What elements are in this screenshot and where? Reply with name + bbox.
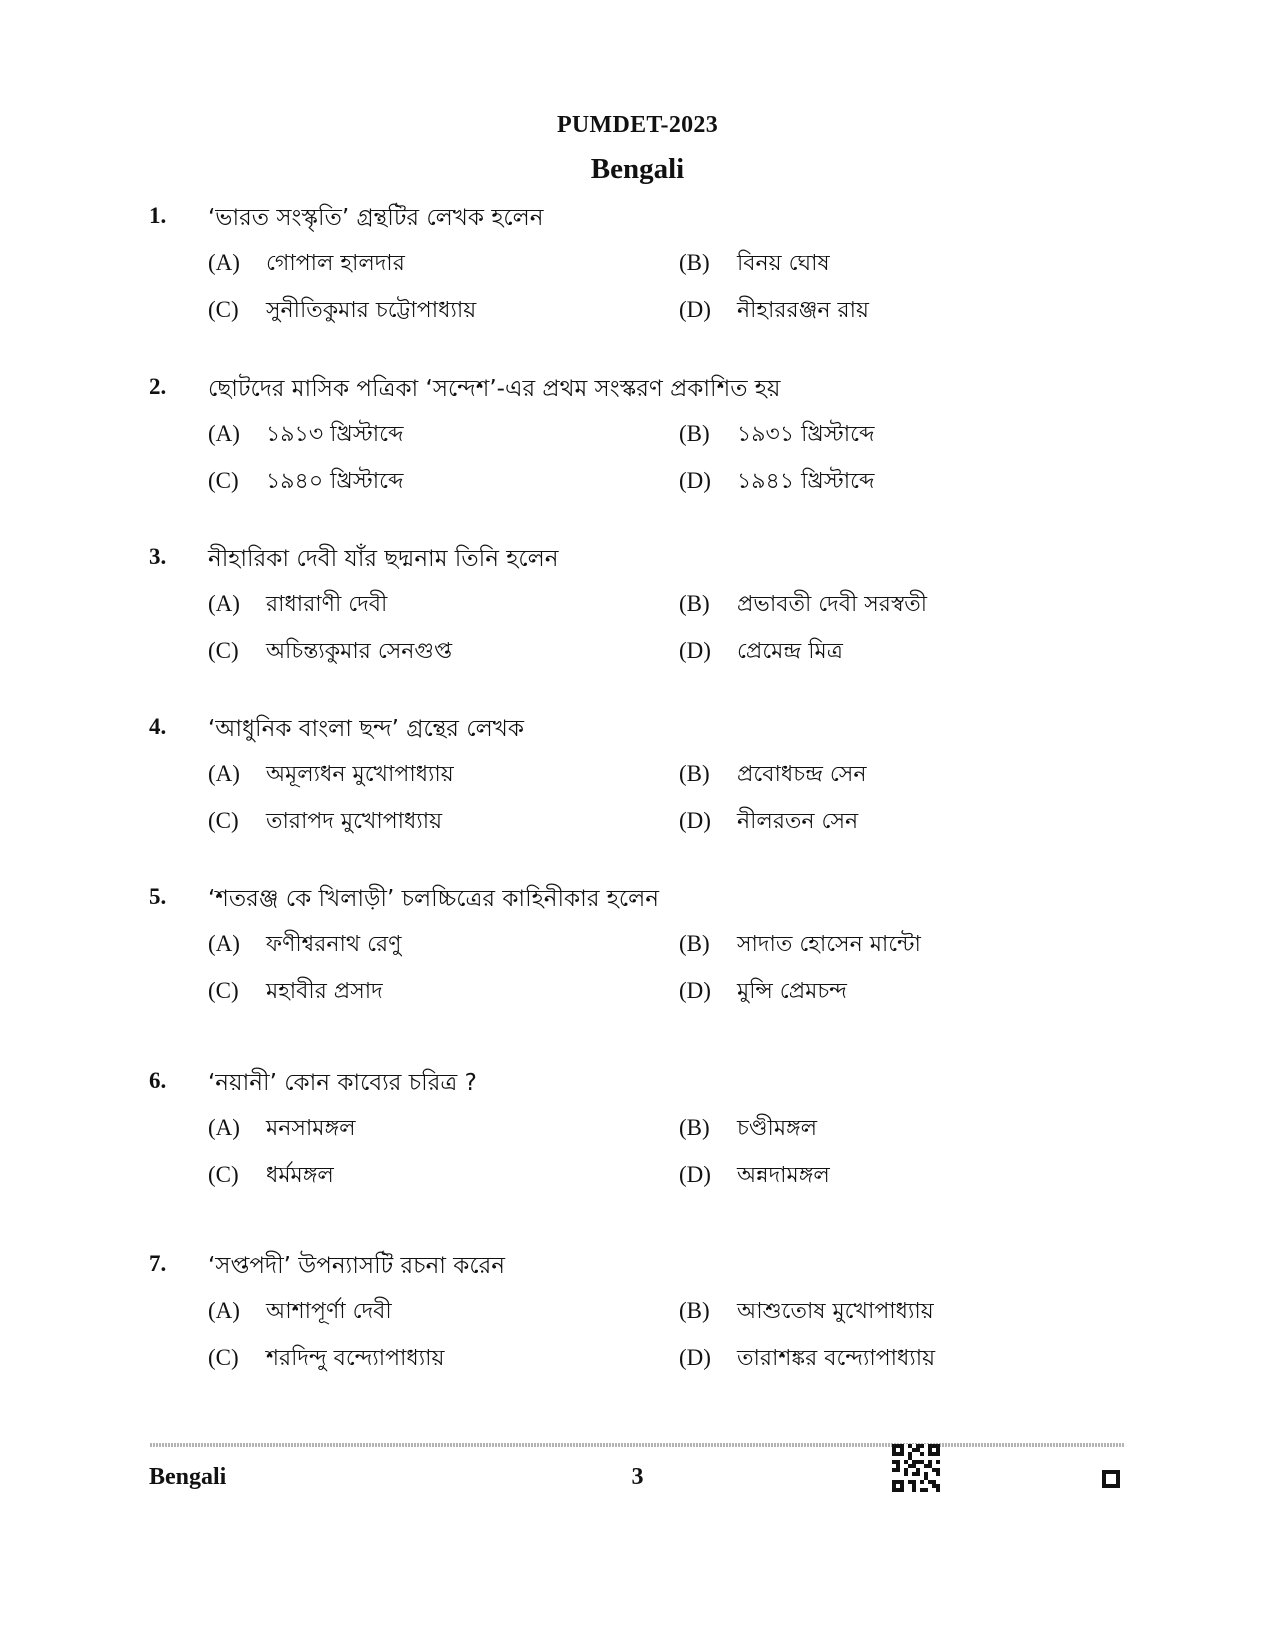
question-text: ‘ভারত সংস্কৃতি’ গ্রন্থটির লেখক হলেন xyxy=(208,205,544,231)
option-text: ১৯৩১ খ্রিস্টাব্দে xyxy=(737,422,875,447)
option-label: (B) xyxy=(679,931,710,956)
option-text: নীহাররঞ্জন রায় xyxy=(737,298,869,323)
option-label: (B) xyxy=(679,421,710,446)
option-c xyxy=(208,804,442,838)
confidential-strip xyxy=(150,1443,1125,1447)
option-text: গোপাল হালদার xyxy=(266,251,405,276)
option-label: (C) xyxy=(208,978,239,1003)
option-text: আশাপূর্ণা দেবী xyxy=(266,1299,392,1324)
option-label: (C) xyxy=(208,297,239,322)
option-label: (D) xyxy=(679,1345,711,1370)
option-label: (A) xyxy=(208,761,240,786)
question-text: ‘শতরঞ্জ কে খিলাড়ী’ চলচ্চিত্রের কাহিনীকার হলেন xyxy=(208,886,659,912)
option-label: (B) xyxy=(679,761,710,786)
option-text: বিনয় ঘোষ xyxy=(737,251,830,276)
option-text: মুন্সি প্রেমচন্দ xyxy=(737,979,847,1004)
question-3 xyxy=(0,544,1275,684)
option-label: (D) xyxy=(679,638,711,663)
question-2 xyxy=(0,374,1275,514)
option-c xyxy=(208,464,403,498)
option-a xyxy=(208,587,387,621)
option-text: ১৯৪০ খ্রিস্টাব্দে xyxy=(266,469,404,494)
option-c xyxy=(208,1341,444,1375)
option-b xyxy=(679,587,927,621)
option-text: রাধারাণী দেবী xyxy=(266,592,388,617)
option-d xyxy=(679,974,847,1008)
option-label: (C) xyxy=(208,808,239,833)
exam-code: PUMDET-2023 xyxy=(556,112,719,138)
option-a xyxy=(208,417,403,451)
page-number: 3 xyxy=(631,1464,644,1490)
option-a xyxy=(208,927,401,961)
option-label: (A) xyxy=(208,931,240,956)
option-c xyxy=(208,1158,334,1192)
option-text: অন্নদামঙ্গল xyxy=(737,1163,830,1188)
question-number: 6. xyxy=(149,1068,167,1093)
option-b xyxy=(679,1111,817,1145)
option-text: প্রবোধচন্দ্র সেন xyxy=(737,762,867,787)
question-number: 4. xyxy=(149,714,167,739)
option-label: (A) xyxy=(208,421,240,446)
option-b xyxy=(679,927,921,961)
option-text: প্রেমেন্দ্র মিত্র xyxy=(737,639,843,664)
option-label: (C) xyxy=(208,1345,239,1370)
option-text: সুনীতিকুমার চট্টোপাধ্যায় xyxy=(266,298,477,323)
option-label: (D) xyxy=(679,978,711,1003)
option-label: (A) xyxy=(208,1298,240,1323)
option-b xyxy=(679,1294,934,1328)
option-label: (D) xyxy=(679,808,711,833)
option-a xyxy=(208,757,454,791)
option-text: ১৯৪১ খ্রিস্টাব্দে xyxy=(737,469,875,494)
question-number: 5. xyxy=(149,884,167,909)
option-label: (D) xyxy=(679,297,711,322)
corner-square-icon xyxy=(1102,1470,1120,1488)
option-b xyxy=(679,417,874,451)
question-text: ‘আধুনিক বাংলা ছন্দ’ গ্রন্থের লেখক xyxy=(208,716,524,742)
option-text: নীলরতন সেন xyxy=(737,809,859,834)
option-label: (B) xyxy=(679,591,710,616)
option-text: ধর্মমঙ্গল xyxy=(266,1163,334,1188)
option-d xyxy=(679,1158,830,1192)
option-d xyxy=(679,634,843,668)
option-d xyxy=(679,1341,935,1375)
option-label: (B) xyxy=(679,1115,710,1140)
option-text: প্রভাবতী দেবী সরস্বতী xyxy=(737,592,928,617)
option-label: (C) xyxy=(208,468,239,493)
question-text: নীহারিকা দেবী যাঁর ছদ্মনাম তিনি হলেন xyxy=(208,546,559,572)
option-text: ১৯১৩ খ্রিস্টাব্দে xyxy=(266,422,404,447)
option-d xyxy=(679,464,874,498)
option-a xyxy=(208,1294,392,1328)
option-label: (D) xyxy=(679,468,711,493)
question-7 xyxy=(0,1251,1275,1391)
option-text: অচিন্ত্যকুমার সেনগুপ্ত xyxy=(266,639,453,664)
option-text: ফণীশ্বরনাথ রেণু xyxy=(266,932,402,957)
question-4 xyxy=(0,714,1275,854)
question-text: ছোটদের মাসিক পত্রিকা ‘সন্দেশ’-এর প্রথম সংস্করণ প্রকাশিত হয় xyxy=(208,376,781,402)
option-b xyxy=(679,757,866,791)
option-c xyxy=(208,634,452,668)
option-c xyxy=(208,974,383,1008)
option-label: (C) xyxy=(208,638,239,663)
option-c xyxy=(208,293,476,327)
option-text: আশুতোষ মুখোপাধ্যায় xyxy=(737,1299,934,1324)
question-text: ‘নয়ানী’ কোন কাব্যের চরিত্র ? xyxy=(208,1070,477,1096)
question-5 xyxy=(0,884,1275,1024)
question-6 xyxy=(0,1068,1275,1208)
footer-subject: Bengali xyxy=(149,1464,227,1490)
option-label: (C) xyxy=(208,1162,239,1187)
option-text: চণ্ডীমঙ্গল xyxy=(737,1116,818,1141)
option-text: মহাবীর প্রসাদ xyxy=(266,979,383,1004)
option-text: তারাশঙ্কর বন্দ্যোপাধ্যায় xyxy=(737,1346,936,1371)
option-label: (B) xyxy=(679,1298,710,1323)
option-a xyxy=(208,1111,355,1145)
question-text: ‘সপ্তপদী’ উপন্যাসটি রচনা করেন xyxy=(208,1253,506,1279)
option-label: (A) xyxy=(208,250,240,275)
question-number: 7. xyxy=(149,1251,167,1276)
option-text: অমূল্যধন মুখোপাধ্যায় xyxy=(266,762,454,787)
subject-title: Bengali xyxy=(590,153,685,185)
option-text: শরদিন্দু বন্দ্যোপাধ্যায় xyxy=(266,1346,445,1371)
question-1 xyxy=(0,203,1275,343)
option-text: তারাপদ মুখোপাধ্যায় xyxy=(266,809,443,834)
option-label: (A) xyxy=(208,1115,240,1140)
qr-code-icon xyxy=(892,1444,940,1492)
option-text: মনসামঙ্গল xyxy=(266,1116,356,1141)
question-number: 2. xyxy=(149,374,167,399)
question-number: 1. xyxy=(149,203,167,228)
option-label: (B) xyxy=(679,250,710,275)
option-text: সাদাত হোসেন মান্টো xyxy=(737,932,921,957)
option-label: (D) xyxy=(679,1162,711,1187)
option-b xyxy=(679,246,830,280)
option-d xyxy=(679,293,869,327)
option-a xyxy=(208,246,405,280)
option-label: (A) xyxy=(208,591,240,616)
option-d xyxy=(679,804,858,838)
question-number: 3. xyxy=(149,544,167,569)
